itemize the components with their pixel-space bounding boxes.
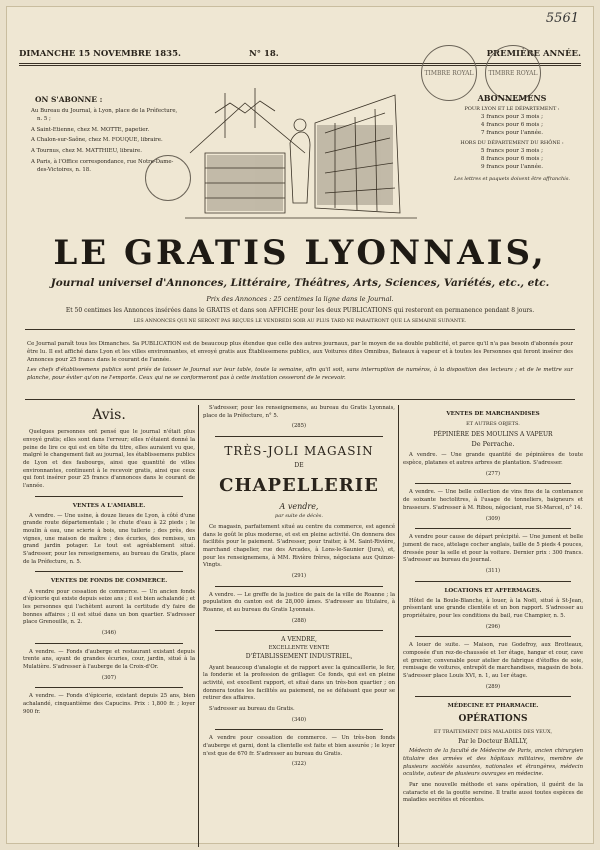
ad-ref: (289) [485, 683, 501, 690]
rate-line: 7 francs pour l'année. [480, 129, 544, 136]
subscribe-item: A Chalon-sur-Saône, chez M. FOUQUE, libraire. [31, 137, 163, 144]
issue-date: DIMANCHE 15 NOVEMBRE 1835. [19, 49, 181, 59]
stamp-seal-right: TIMBRE ROYAL [485, 45, 541, 101]
ad-ref: (285) [291, 423, 307, 430]
subscribe-item: Au Bureau du Journal, à Lyon, place de la Préfecture, n. 5 ; [31, 108, 178, 122]
ad-ref: (277) [485, 470, 501, 477]
ad-headline-chapellerie: CHAPELLERIE [219, 475, 379, 497]
column-left [23, 405, 195, 719]
subscribe-heading: ON S'ABONNE : [35, 95, 103, 104]
body-top-rule [25, 399, 575, 400]
ad-text: A vendre. — Fonds d'épicerie, existant depuis 25 ans, bien achalandé, cinquantième des Capucins. Prix : 1,800 fr. ; loyer 900 fr. [23, 693, 195, 715]
ad-text: A vendre. — Fonds d'auberge et restaurant existant depuis trente ans, ayant de grandes écuries, cour, jardin, situé à la Mulatière. S'adresser à l'auberge de la Croix-d'Or. [23, 648, 195, 670]
ad-ref: (291) [291, 573, 307, 580]
column-rule [198, 405, 199, 847]
section-heading-locations: LOCATIONS ET AFFERMAGES. [444, 587, 542, 594]
ad-headline-de: DE [294, 462, 304, 470]
ad-text: A vendre. — Le greffe de la justice de paix de la ville de Roanne ; la population du canton est de 28,000 âmes. S'adresser au titulaire, à Roanne, et au bureau du Gratis Lyonnais. [203, 591, 395, 614]
subscribe-item: A Paris, à l'Office correspondance, rue Notre-Dame-des-Victoires, n. 18. [31, 159, 174, 173]
ad-ref: (288) [291, 617, 307, 624]
ad-headline: A VENDRE, [281, 636, 317, 644]
ad-headline-operations: OPÉRATIONS [458, 714, 528, 725]
newspaper-subtitle: Journal universel d'Annonces, Littéraire, Théâtres, Arts, Sciences, Variétés, etc., etc. [50, 277, 550, 289]
deadline-notice: LES ANNONCES QUI NE SERONT PAS REÇUES LE VENDREDI SOIR AU PLUS TARD NE PARAITRONT QUE LA SEMAINE SUIVANTE. [133, 319, 467, 324]
issue-edition: PREMIÈRE ANNÉE. [486, 49, 581, 59]
archive-number: 5561 [545, 11, 579, 26]
section-heading-marchandises: VENTES DE MARCHANDISES [446, 411, 540, 417]
ad-text: A vendre. — Une belle collection de vins fins de la contenance de soixante hectolitres, à l'usage de tonneliers, baigneurs et brasseurs. S'adresser à M. Ribou, négociant, rue St-Marcel, n° 14. [403, 489, 583, 511]
column-rule [398, 405, 399, 847]
section-subheading: ET AUTRES OBJETS. [466, 421, 520, 428]
rate-line: 8 francs pour 6 mois ; [480, 156, 544, 163]
rate-line: 9 francs pour l'année. [480, 164, 544, 171]
subscription-rates [429, 93, 595, 182]
ad-ref: (296) [485, 623, 501, 630]
rates-local-heading: POUR LYON ET LE DÉPARTEMENT : [464, 106, 560, 112]
rate-line: 3 francs pour 3 mois ; [480, 114, 544, 120]
masthead-illustration [185, 83, 417, 223]
rate-line: 4 francs pour 6 mois ; [480, 121, 544, 128]
column-right [403, 405, 583, 808]
ad-subheading: ET TRAITEMENT DES MALADIES DES YEUX, [433, 728, 553, 735]
section-heading-amiable: VENTES A L'AMIABLE. [72, 502, 146, 509]
ad-headline: TRÈS-JOLI MAGASIN [224, 444, 374, 459]
ad-headline: EXCELLENTE VENTE [268, 645, 330, 652]
rates-note: Les lettres et paquets doivent être affranchis. [453, 175, 570, 182]
ad-text: S'adresser au bureau du Gratis. [209, 705, 295, 712]
rates-heading: ABONNEMENS [477, 93, 547, 103]
ad-text: Ayant beaucoup d'analogie et de rapport avec la quincaillerie, le fer, la fonderie et la profession de grillager. Ce fonds, qui est en pleine activité, est excellent rapport, et situé dans un très-bon quartier ; on donnera toutes les facilités au paiement, ne se défaisant que pour se retirer des affaires. [203, 664, 395, 702]
rate-line: 5 francs pour 3 mois ; [480, 148, 544, 155]
ad-text: Ce magasin, parfaitement situé au centre du commerce, est agencé dans le goût le plus moderne, et est en pleine activité. On donnera des facilités pour le paiement. S'adresser, pour traiter, à M. Saint-Rivière, marchand chapelier, rue des Arcades, à Lons-le-Saunier (Jura), et, pour les renseignemens, à MM. Rivière frères, négocians aux Quinze-Vingts. [203, 524, 395, 569]
ad-text: S'adresser, pour les renseignemens, au bureau du Gratis Lyonnais, place de la Préfecture, n° 5. [203, 405, 395, 419]
ad-ref: (322) [291, 761, 307, 768]
subscribe-item: A Tournus, chez M. MATTHIEU, libraire. [31, 148, 142, 155]
ad-ref: (340) [291, 716, 307, 723]
ad-text: Hôtel de la Boule-Blanche, à louer, à la Noël, situé à St-Jean, présentant une grande clientèle et un bon rapport. S'adresser au propriétaire, pour les conditions du bail, rue Champier, n. 5. [403, 597, 583, 619]
rates-outside-heading: HORS DU DÉPARTEMENT DU RHÔNE : [460, 140, 564, 147]
intro-italic-paragraph: Les chefs d'établissemens publics sont priés de laisser le Journal sur leur table, toute la semaine, afin qu'il soit, sans interruption de numéros, à la disposition des lecteurs ; et de le mettre sur planche, pour éviter qu'on ne l'emporte. Ceux qui ne se conformeront pas à cette invitation cesseront de le recevoir. [27, 367, 573, 381]
ad-text: A louer de suite. — Maison, rue Godefroy, aux Brotteaux, composée d'un rez-de-chaussée et 1er étage, hangar et cour, cave et grenier, convenable pour atelier de fabrique d'étoffes de soie, remisage de voitures, entrepôt de marchandises, magasin de bois. S'adresser place Louis XVI, n. 1, au 1er étage. [403, 642, 583, 680]
ad-ref: (346) [101, 629, 117, 636]
ad-ref: (311) [485, 567, 501, 574]
issue-number: N° 18. [249, 49, 279, 59]
avis-text: Quelques personnes ont pensé que le journal n'était plus envoyé gratis; elles sont dans l'erreur; elles n'étaient donné la peine de lire ce qui est en tête du titre, elles auraient vu que, malgré le changement fait au journal, les établissemens publics de Lyon et des faubourgs, ainsi que quantité de villes environnantes, continuent à le recevoir gratis, ainsi que ceux qui font insérer pour 25 francs d'annonces dans le courant de l'année. [23, 429, 195, 489]
section-heading-fonds: VENTES DE FONDS DE COMMERCE. [50, 578, 168, 585]
ad-price: Prix des Annonces : 25 centimes la ligne dans le Journal. [206, 295, 394, 303]
subscribe-item: A Saint-Etienne, chez M. MOTTE, papetier. [31, 126, 150, 133]
column-middle [203, 405, 395, 769]
ad-ref: (309) [485, 515, 501, 522]
ad-text: A vendre pour cause de départ précipité. — Une jument et belle jument de race, attelage cocher anglais, taille de 5 pieds 4 pouces, dressée pour la selle et pour la voiture. Dernier prix : 300 francs. S'adresser au bureau du journal. [403, 534, 583, 564]
ad-text: A vendre. — Une usine, à douze lieues de Lyon, à côté d'une grande route départementale ; le chute d'eau à 22 pieds ; le moulin à eau, une scierie à bois, une tuilerie ; des près, des vignes, une maison de maître ; des écuries, des remises, un grand jardin potager. Le tout est agréablement situé. S'adresser, pour les renseignemens, au bureau du Gratis, place de la Préfecture, n. 5. [23, 512, 195, 565]
ad-text: Par une nouvelle méthode et sans opération, il guérit de la cataracte et de la goutte sereine. Il traite aussi toutes espèces de maladies secrètes et récentes. [403, 782, 583, 804]
header-rule [25, 329, 575, 330]
ad-author: Par le Docteur BAILLY, [458, 737, 528, 745]
ad-headline: PÉPINIÈRE DES MOULINS A VAPEUR [433, 431, 553, 439]
ad-text: A vendre pour cessation de commerce. — Un très-bon fonds d'auberge et garni, dont la clientelle est faite et bien assurée ; le loyer n'est que de 670 fr. S'adresser au bureau du Gratis. [203, 735, 395, 757]
ad-headline: D'ÉTABLISSEMENT INDUSTRIEL, [245, 652, 353, 660]
publication-notice: Et 50 centimes les Annonces insérées dans le GRATIS et dans son AFFICHE pour les deux PUBLICATIONS qui resteront en permanence pendant 8 jours. [65, 307, 535, 314]
subscribe-box [19, 95, 179, 178]
section-heading-medecine: MÉDECINE ET PHARMACIE. [447, 703, 539, 710]
newspaper-title: LE GRATIS LYONNAIS, [53, 233, 547, 273]
ad-text: A vendre. — Une grande quantité de pépinières de toute espèce, platanes et autres arbres de plantation. S'adresser. [403, 452, 583, 467]
ad-headline-reason: par suite de décès. [275, 512, 323, 519]
ad-text: Médecin de la faculté de Médecine de Paris, ancien chirurgien titulaire des armées et des hôpitaux militaires, membre de plusieurs sociétés savantes, nationales et étrangères, médecin oculiste, auteur de plusieurs ouvrages en médecine. [403, 748, 583, 778]
newspaper-page [6, 6, 594, 844]
ad-ref: (307) [101, 674, 117, 681]
ad-text: A vendre pour cessation de commerce. — Un ancien fonds d'épicerie qui existe depuis seize ans ; il est bien achalandé ; et les personnes qui l'achètent auront la certitude d'y faire de bonnes affaires ; il est situé dans un bon quartier. S'adresser place Grenouille, n. 2. [23, 588, 195, 626]
ad-headline: De Perrache. [471, 440, 515, 449]
intro-paragraph: Ce Journal paraît tous les Dimanches. Sa PUBLICATION est de beaucoup plus étendue que celle des autres journaux, par le moyen de sa double publicité, et parce qu'il n'a pas besoin d'abonnés pour être lu. Il est affiché dans Lyon et les villes environnantes, et envoyé gratis aux Établissemens publics, aux Voitures dites Omnibus, Bateaux à vapeur et à toutes les Personnes qui feront insérer des Annonces pour 25 francs dans le courant de l'année. [27, 341, 573, 363]
ad-headline-sale: A vendre, [279, 502, 319, 512]
stamp-seal-left: TIMBRE ROYAL [421, 45, 477, 101]
avis-heading: Avis. [92, 407, 126, 423]
